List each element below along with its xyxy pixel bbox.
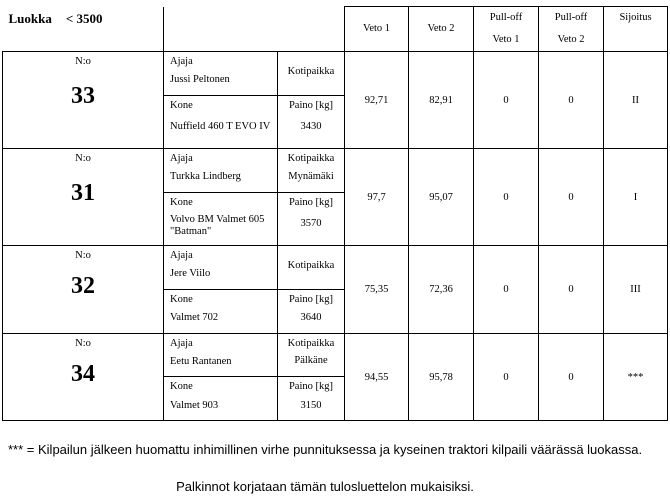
pulloff2-header bbox=[539, 7, 604, 52]
placement-value: II bbox=[604, 52, 668, 149]
pulloff2-header-line2: Veto 2 bbox=[557, 34, 585, 45]
machine-name: Valmet 702 bbox=[170, 312, 219, 323]
hometown-value: Pälkäne bbox=[294, 355, 328, 366]
pulloff2-header-line1: Pull-off bbox=[554, 12, 588, 23]
footnote: *** = Kilpailun jälkeen huomattu inhimillinen virhe punnituksessa ja kyseinen traktori kilpaili väärässä luokassa. bbox=[8, 442, 643, 457]
header-spacer bbox=[164, 7, 345, 52]
veto2-value: 82,91 bbox=[409, 52, 474, 149]
machine-name: Volvo BM Valmet 605 "Batman" bbox=[170, 214, 268, 237]
entry-number-cell bbox=[3, 334, 164, 421]
machine-label: Kone bbox=[170, 381, 193, 392]
entry-details bbox=[164, 149, 345, 246]
driver-name: Jere Viilo bbox=[170, 268, 211, 279]
pulloff2-value: 0 bbox=[539, 149, 604, 246]
driver-name: Jussi Peltonen bbox=[170, 74, 230, 85]
table-row bbox=[3, 149, 668, 246]
weight-cell bbox=[278, 290, 344, 333]
pulloff2-value: 0 bbox=[539, 334, 604, 421]
machine-cell bbox=[164, 377, 278, 420]
table-header-row bbox=[3, 7, 668, 52]
entry-details bbox=[164, 52, 345, 149]
entry-number: 32 bbox=[71, 273, 95, 299]
driver-name: Eetu Rantanen bbox=[170, 356, 232, 367]
hometown-cell bbox=[278, 246, 344, 290]
machine-label: Kone bbox=[170, 100, 193, 111]
pulloff1-header-line1: Pull-off bbox=[489, 12, 523, 23]
number-label: N:o bbox=[75, 338, 91, 349]
driver-cell bbox=[164, 149, 278, 193]
hometown-value: Mynämäki bbox=[288, 171, 334, 182]
driver-cell bbox=[164, 52, 278, 96]
driver-name: Turkka Lindberg bbox=[170, 171, 241, 182]
veto1-header: Veto 1 bbox=[345, 7, 409, 52]
weight-cell bbox=[278, 96, 344, 148]
machine-cell bbox=[164, 193, 278, 245]
number-label: N:o bbox=[75, 250, 91, 261]
machine-name: Valmet 903 bbox=[170, 400, 219, 411]
weight-value: 3570 bbox=[300, 218, 322, 229]
driver-label: Ajaja bbox=[170, 56, 193, 67]
weight-label: Paino [kg] bbox=[288, 294, 334, 305]
hometown-label: Kotipaikka bbox=[287, 153, 335, 164]
machine-label: Kone bbox=[170, 294, 193, 305]
veto1-value: 92,71 bbox=[345, 52, 409, 149]
class-label: Luokka bbox=[8, 10, 52, 26]
entry-number-cell bbox=[3, 246, 164, 334]
weight-cell bbox=[278, 193, 344, 245]
weight-value: 3430 bbox=[300, 121, 322, 132]
table-row bbox=[3, 52, 668, 149]
weight-label: Paino [kg] bbox=[288, 100, 334, 111]
class-header bbox=[3, 7, 164, 52]
results-table bbox=[2, 6, 668, 421]
veto2-header: Veto 2 bbox=[409, 7, 474, 52]
machine-label: Kone bbox=[170, 197, 193, 208]
veto2-value: 95,78 bbox=[409, 334, 474, 421]
pulloff1-header-line2: Veto 1 bbox=[492, 34, 520, 45]
entry-number-cell bbox=[3, 149, 164, 246]
veto1-value: 94,55 bbox=[345, 334, 409, 421]
entry-details bbox=[164, 334, 345, 421]
placement-header: Sijoitus bbox=[604, 7, 668, 52]
prize-correction-note: Palkinnot korjataan tämän tulosluettelon mukaisiksi. bbox=[176, 479, 474, 494]
pulloff1-value: 0 bbox=[474, 52, 539, 149]
table-row bbox=[3, 334, 668, 421]
placement-value: I bbox=[604, 149, 668, 246]
hometown-cell bbox=[278, 52, 344, 96]
entry-number: 34 bbox=[71, 361, 95, 387]
pulloff2-value: 0 bbox=[539, 52, 604, 149]
number-label: N:o bbox=[75, 56, 91, 67]
machine-cell bbox=[164, 96, 278, 148]
driver-label: Ajaja bbox=[170, 153, 193, 164]
weight-value: 3150 bbox=[300, 400, 322, 411]
driver-label: Ajaja bbox=[170, 338, 193, 349]
pulloff2-value: 0 bbox=[539, 246, 604, 334]
number-label: N:o bbox=[75, 153, 91, 164]
veto2-value: 95,07 bbox=[409, 149, 474, 246]
driver-label: Ajaja bbox=[170, 250, 193, 261]
veto2-value: 72,36 bbox=[409, 246, 474, 334]
weight-label: Paino [kg] bbox=[288, 197, 334, 208]
hometown-label: Kotipaikka bbox=[287, 338, 335, 349]
placement-value: *** bbox=[604, 334, 668, 421]
driver-cell bbox=[164, 246, 278, 290]
weight-cell bbox=[278, 377, 344, 420]
entry-number: 31 bbox=[71, 180, 95, 206]
entry-number: 33 bbox=[71, 83, 95, 109]
pulloff1-value: 0 bbox=[474, 246, 539, 334]
class-value: < 3500 bbox=[65, 10, 103, 26]
weight-value: 3640 bbox=[300, 312, 322, 323]
entry-number-cell bbox=[3, 52, 164, 149]
hometown-cell bbox=[278, 149, 344, 193]
pulloff1-value: 0 bbox=[474, 334, 539, 421]
entry-details bbox=[164, 246, 345, 334]
hometown-cell bbox=[278, 334, 344, 377]
hometown-label: Kotipaikka bbox=[287, 260, 335, 271]
placement-value: III bbox=[604, 246, 668, 334]
table-row bbox=[3, 246, 668, 334]
machine-name: Nuffield 460 T EVO IV bbox=[170, 121, 271, 132]
hometown-label: Kotipaikka bbox=[287, 66, 335, 77]
pulloff1-value: 0 bbox=[474, 149, 539, 246]
pulloff1-header bbox=[474, 7, 539, 52]
machine-cell bbox=[164, 290, 278, 333]
driver-cell bbox=[164, 334, 278, 377]
veto1-value: 97,7 bbox=[345, 149, 409, 246]
weight-label: Paino [kg] bbox=[288, 381, 334, 392]
veto1-value: 75,35 bbox=[345, 246, 409, 334]
